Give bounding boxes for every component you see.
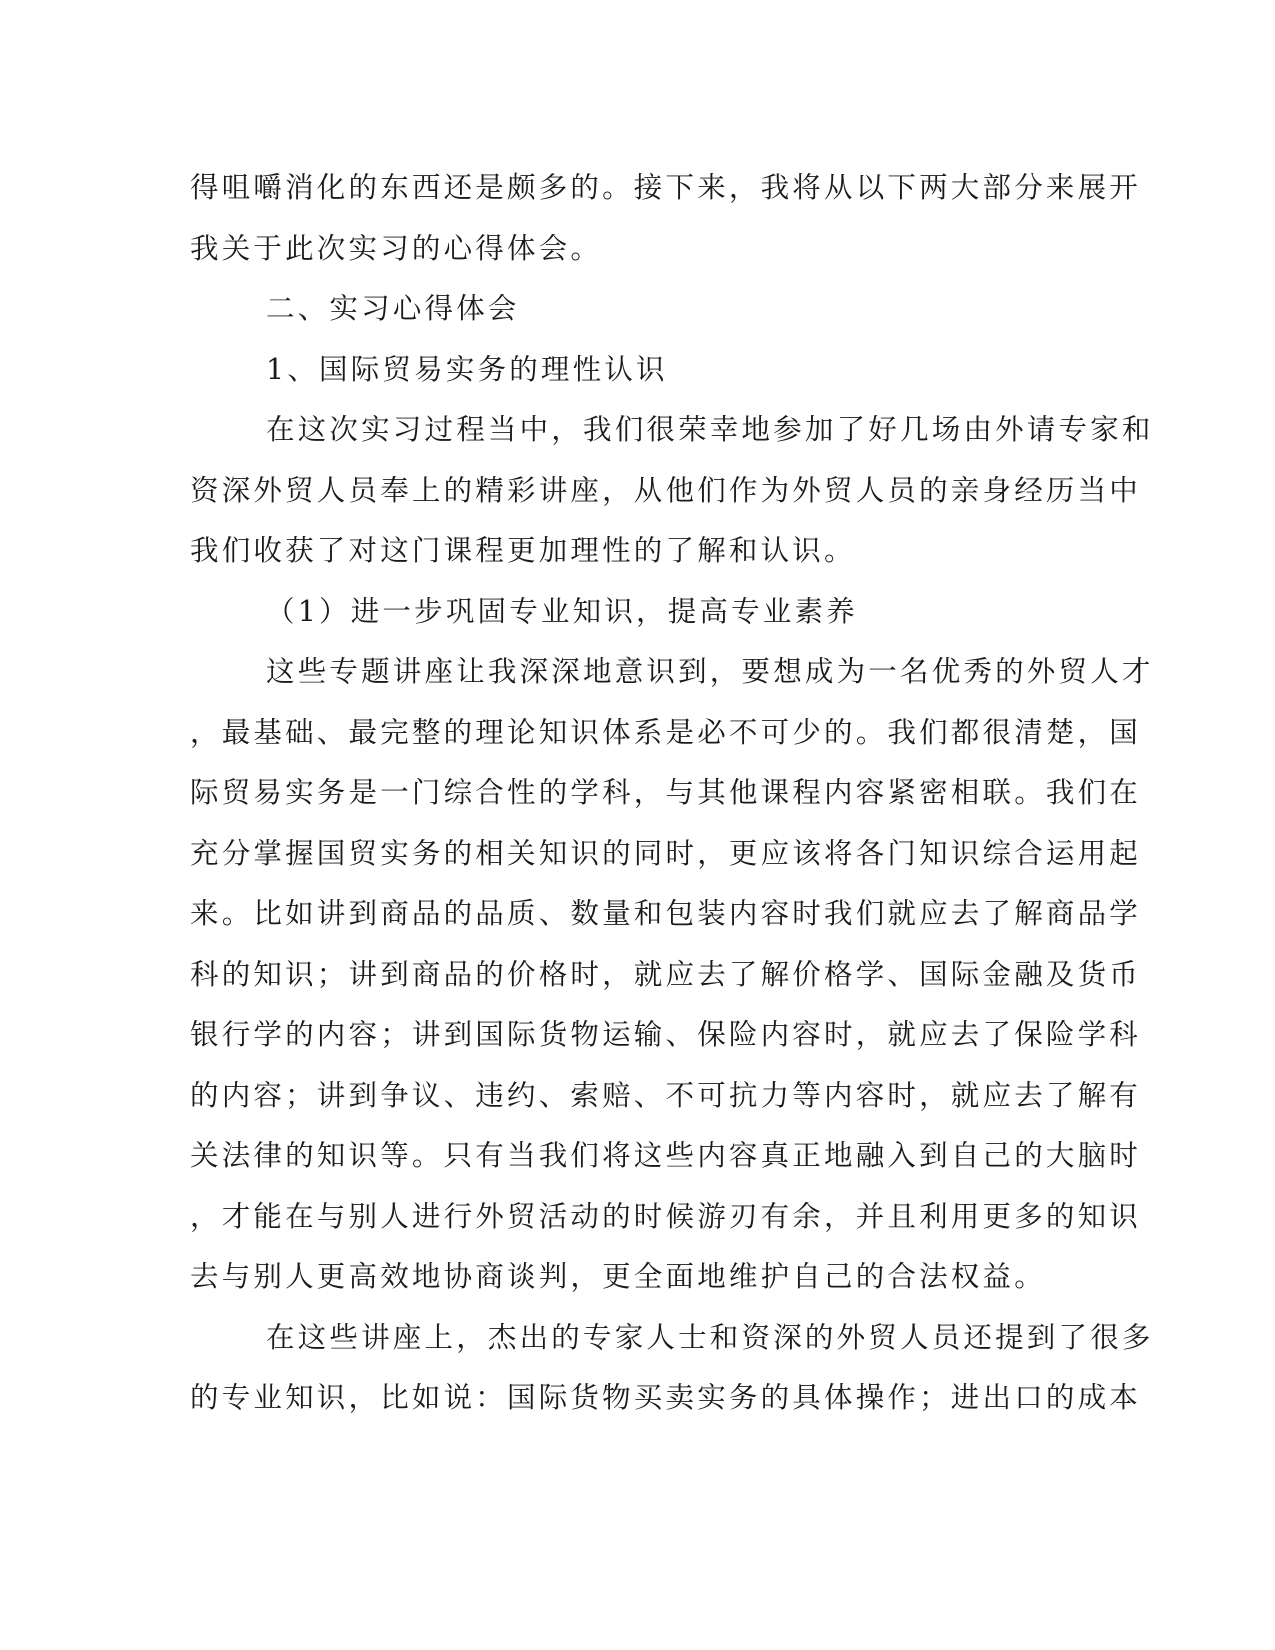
text-line: 得咀嚼消化的东西还是颇多的。接下来，我将从以下两大部分来展开 [190,171,1142,204]
paragraph-start: 这些专题讲座让我深深地意识到，要想成为一名优秀的外贸人才 [266,655,1154,688]
text-line: 科的知识；讲到商品的价格时，就应去了解价格学、国际金融及货币 [190,957,1142,991]
body-text [190,158,1154,1429]
text-line: 充分掌握国贸实务的相关知识的同时，更应该将各门知识综合运用起 [190,836,1142,870]
subsection-heading: 1、国际贸易实务的理性认识 [266,352,668,386]
text-line: 我们收获了对这门课程更加理性的了解和认识。 [190,534,856,567]
text-line: ，最基础、最完整的理论知识体系是必不可少的。我们都很清楚，国 [190,715,1142,749]
text-line: 关法律的知识等。只有当我们将这些内容真正地融入到自己的大脑时 [190,1139,1142,1172]
paragraph-start: 在这些讲座上，杰出的专家人士和资深的外贸人员还提到了很多 [266,1320,1154,1354]
text-line: ，才能在与别人进行外贸活动的时候游刃有余，并且利用更多的知识 [190,1199,1142,1233]
text-line: 银行学的内容；讲到国际货物运输、保险内容时，就应去了保险学科 [190,1018,1142,1051]
text-line: 去与别人更高效地协商谈判，更全面地维护自己的合法权益。 [190,1260,1046,1293]
text-line: 来。比如讲到商品的品质、数量和包装内容时我们就应去了解商品学 [190,897,1142,930]
section-heading: 二、实习心得体会 [266,292,520,325]
paragraph-start: 在这次实习过程当中，我们很荣幸地参加了好几场由外请专家和 [266,413,1154,446]
sub-item-heading: （1）进一步巩固专业知识，提高专业素养 [266,594,858,628]
text-line: 的内容；讲到争议、违约、索赔、不可抗力等内容时，就应去了解有 [190,1078,1142,1112]
text-line: 的专业知识，比如说：国际货物买卖实务的具体操作；进出口的成本 [190,1381,1142,1414]
text-line: 际贸易实务是一门综合性的学科，与其他课程内容紧密相联。我们在 [190,776,1142,809]
text-line: 我关于此次实习的心得体会。 [190,231,603,265]
text-line: 资深外贸人员奉上的精彩讲座，从他们作为外贸人员的亲身经历当中 [190,473,1142,507]
